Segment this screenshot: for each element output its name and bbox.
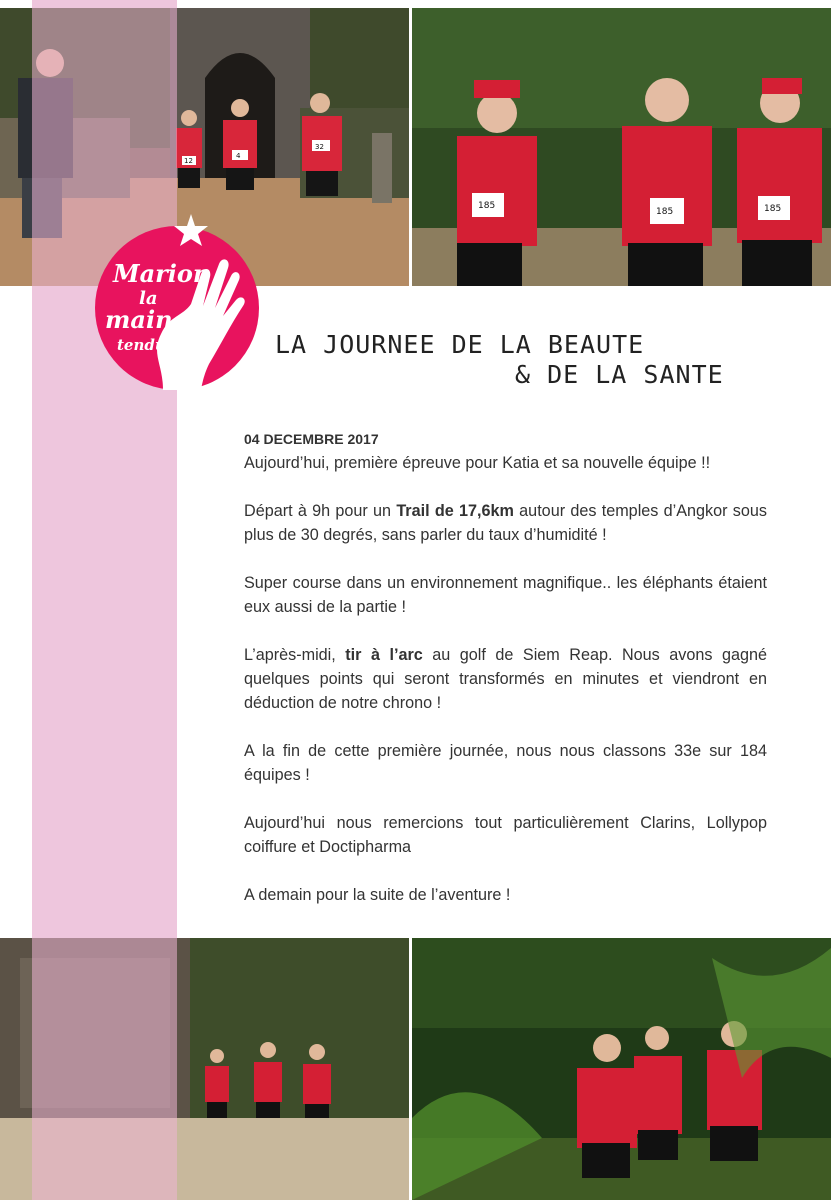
paragraph-6: Aujourd’hui nous remercions tout particulièrement Clarins, Lollypop coiffure et Doctipharma (244, 814, 767, 856)
bib-number: 185 (478, 201, 496, 211)
paragraph-1: Aujourd’hui, première épreuve pour Katia et sa nouvelle équipe !! (244, 454, 711, 472)
paragraph-2-bold: Trail de 17,6km (396, 502, 514, 520)
paragraph-3: Super course dans un environnement magnifique.. les éléphants étaient eux aussi de la partie ! (244, 574, 767, 616)
logo-text-marion: Marion (113, 259, 211, 288)
page-title-line-2: & DE LA SANTE (515, 360, 724, 389)
article-date: 04 DECEMBRE 2017 (244, 431, 379, 447)
logo-text-la: la (139, 288, 158, 309)
logo-text-main: main (105, 305, 173, 334)
paragraph-4-bold: tir à l’arc (345, 646, 423, 664)
paragraph-2 (244, 499, 767, 547)
paragraph-2-text-a: Départ à 9h pour un (244, 502, 397, 520)
article-body (244, 427, 767, 931)
paragraph-7: A demain pour la suite de l’aventure ! (244, 886, 511, 904)
paragraph-5: A la fin de cette première journée, nous nous classons 33e sur 184 équipes ! (244, 742, 767, 784)
logo-text-tendue: tendue (117, 336, 176, 354)
bib-number: 185 (764, 204, 782, 214)
pink-overlay-bottom (32, 938, 177, 1200)
bib-number: 12 (184, 157, 193, 165)
paragraph-4 (244, 643, 767, 715)
paragraph-2-text-c: autour des temples d’Angkor sous plus de 30 degrés, sans parler du taux d’humidité ! (244, 502, 767, 544)
page-title-line-1: LA JOURNEE DE LA BEAUTE (275, 330, 645, 359)
paragraph-4-text-c: au golf de Siem Reap. Nous avons gagné quelques points qui seront transformés en minutes et viendront en déduction de notre chrono ! (244, 646, 767, 712)
bib-number: 185 (656, 207, 674, 217)
photo-runners-jungle (412, 938, 831, 1200)
bib-number: 4 (236, 152, 241, 160)
bib-number: 32 (315, 143, 324, 151)
marion-la-main-tendue-logo (91, 204, 263, 390)
photo-runners-forest (412, 8, 831, 286)
paragraph-4-text-a: L’après-midi, (244, 646, 346, 664)
